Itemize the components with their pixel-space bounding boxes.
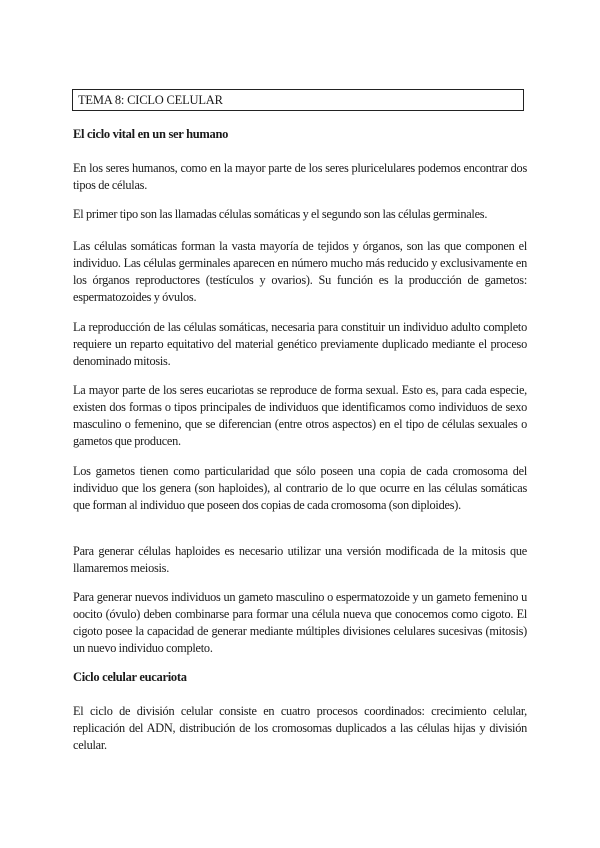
- paragraph: Para generar células haploides es necesario utilizar una versión modificada de la mitosis que llamaremos meiosis.: [73, 544, 527, 575]
- paragraph: La mayor parte de los seres eucariotas se reproduce de forma sexual. Esto es, para cada especie, existen dos formas o tipos principales de individuos que identificamos como individuos de sexo masculino o femenino, que se diferencian (entre otros aspectos) en el tipo de células sexuales o gametos que producen.: [73, 383, 527, 448]
- paragraph: El ciclo de división celular consiste en cuatro procesos coordinados: crecimiento celular, replicación del ADN, distribución de los cromosomas duplicados a las células hijas y división celular.: [73, 704, 527, 752]
- paragraph: Los gametos tienen como particularidad que sólo poseen una copia de cada cromosoma del individuo que los genera (son haploides), al contrario de lo que ocurre en las células somáticas que forman al individuo que poseen dos copias de cada cromosoma (son diploides).: [73, 464, 527, 512]
- paragraph: El primer tipo son las llamadas células somáticas y el segundo son las células germinales.: [73, 207, 488, 221]
- topic-title-box: TEMA 8: CICLO CELULAR: [72, 89, 524, 111]
- paragraph: Las células somáticas forman la vasta mayoría de tejidos y órganos, son las que componen el individuo. Las células germinales aparecen en número mucho más reducido y exclusivamente en los órganos reproductores (testículos y ovarios). Su función es la producción de gametos: espermatozoides y óvulos.: [73, 239, 527, 304]
- paragraph: En los seres humanos, como en la mayor parte de los seres pluricelulares podemos encontrar dos tipos de células.: [73, 161, 527, 192]
- paragraph: Para generar nuevos individuos un gameto masculino o espermatozoide y un gameto femenino u oocito (óvulo) deben combinarse para formar una célula nueva que conocemos como cigoto. El cigoto posee la capacidad de generar mediante múltiples divisiones celulares sucesivas (mitosis) un nuevo individuo completo.: [73, 590, 527, 655]
- section-heading-life-cycle: El ciclo vital en un ser humano: [73, 127, 229, 141]
- paragraph: La reproducción de las células somáticas, necesaria para constituir un individuo adulto completo requiere un reparto equitativo del material genético previamente duplicado mediante el proceso denominado mitosis.: [73, 320, 527, 368]
- section-heading-eukaryotic-cycle: Ciclo celular eucariota: [73, 670, 187, 684]
